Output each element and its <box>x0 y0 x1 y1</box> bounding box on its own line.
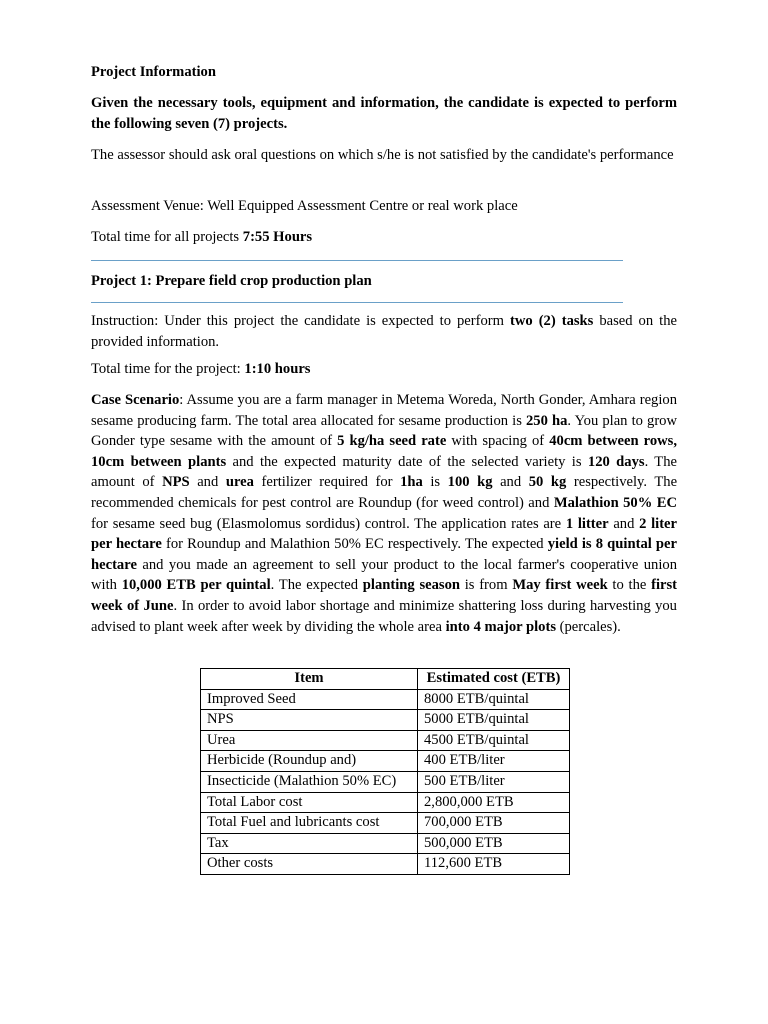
total-time-value: 7:55 Hours <box>242 229 313 245</box>
table-row <box>201 689 570 710</box>
cell-item: Herbicide (Roundup and) <box>201 751 418 772</box>
intro-paragraph: Given the necessary tools, equipment and information, the candidate is expected to perform the following seven (7) projects. <box>91 95 677 132</box>
instruction-text: Instruction: Under this project the candidate is expected to perform <box>91 313 510 329</box>
instruction-text-end: based on the provided information. <box>91 313 677 350</box>
scenario-segment: 100 kg <box>447 474 493 491</box>
table-row <box>201 792 570 813</box>
scenario-segment: 50 kg <box>528 474 567 491</box>
scenario-segment: 10,000 ETB per quintal <box>121 577 271 594</box>
cell-item: Urea <box>201 730 418 751</box>
cell-item: Insecticide (Malathion 50% EC) <box>201 771 418 792</box>
scenario-segment: NPS <box>162 474 190 491</box>
scenario-segment: first week of June <box>91 577 678 614</box>
table-row <box>201 710 570 731</box>
project-information-heading: Project Information <box>91 64 216 80</box>
table-row <box>201 771 570 792</box>
section-divider-top <box>91 260 623 261</box>
project1-time <box>91 359 310 380</box>
scenario-segment: : Assume you are a farm manager in Metema Woreda, North Gonder, Amhara region sesame producing farm. The total area allocated for sesame production is <box>91 392 677 429</box>
scenario-segment: and <box>608 515 640 532</box>
scenario-segment: is from <box>460 577 513 594</box>
scenario-segment: . The expected <box>270 577 363 594</box>
scenario-segment: is <box>422 474 448 491</box>
assessment-venue: Assessment Venue: Well Equipped Assessment Centre or real work place <box>91 198 518 214</box>
table-row <box>201 833 570 854</box>
cell-item: NPS <box>201 710 418 731</box>
scenario-segment: May first week <box>512 577 608 594</box>
scenario-segment: yield is 8 quintal per hectare <box>91 536 678 573</box>
section-divider-bottom <box>91 302 623 303</box>
scenario-segment: 40cm between rows, 10cm between plants <box>91 433 677 470</box>
case-scenario-paragraph <box>91 390 677 637</box>
scenario-segment: Malathion 50% EC <box>553 494 677 511</box>
cell-cost: 5000 ETB/quintal <box>418 710 570 731</box>
table-row <box>201 854 570 875</box>
scenario-segment: planting season <box>362 577 460 594</box>
scenario-segment: 120 days <box>587 453 645 470</box>
project1-title: Project 1: Prepare field crop production plan <box>91 273 372 289</box>
table-header-row <box>201 669 570 690</box>
scenario-segment: with spacing of <box>446 433 550 450</box>
table-row <box>201 751 570 772</box>
scenario-segment: . You plan to grow Gonder type sesame with the amount of <box>91 412 678 450</box>
cell-item: Improved Seed <box>201 689 418 710</box>
cell-item: Other costs <box>201 854 418 875</box>
scenario-segment: and <box>189 474 226 491</box>
table-row <box>201 730 570 751</box>
cell-cost: 8000 ETB/quintal <box>418 689 570 710</box>
cell-cost: 112,600 ETB <box>418 854 570 875</box>
scenario-segment: 2 liter per hectare <box>91 515 678 553</box>
cell-cost: 500 ETB/liter <box>418 771 570 792</box>
scenario-segment: for sesame seed bug (Elasmolomus sordidus) control. The application rates are <box>91 515 566 532</box>
total-time-label: Total time for all projects <box>91 229 243 245</box>
scenario-segment: . The amount of <box>91 453 677 491</box>
scenario-segment: (percales). <box>556 618 621 635</box>
scenario-segment: . In order to avoid labor shortage and minimize shattering loss during harvesting you advised to plant week after week by dividing the whole area <box>91 597 677 635</box>
cell-cost: 500,000 ETB <box>418 833 570 854</box>
cell-cost: 700,000 ETB <box>418 813 570 834</box>
estimated-cost-table <box>200 668 570 875</box>
cell-cost: 4500 ETB/quintal <box>418 730 570 751</box>
project-time-label: Total time for the project: <box>91 361 245 377</box>
scenario-segment: respectively. The recommended chemicals for pest control are Roundup (for weed control) and <box>91 474 678 511</box>
scenario-segment: 250 ha <box>525 412 568 429</box>
scenario-segment: for Roundup and Malathion 50% EC respectively. The expected <box>161 536 548 553</box>
scenario-segment: urea <box>225 474 254 491</box>
scenario-segment: Case Scenario <box>91 392 180 408</box>
total-time-all-projects <box>91 227 312 248</box>
cell-cost: 400 ETB/liter <box>418 751 570 772</box>
table-row <box>201 813 570 834</box>
scenario-segment: fertilizer required for <box>253 474 401 491</box>
scenario-segment: and <box>492 474 529 491</box>
column-header-item: Item <box>201 669 418 690</box>
scenario-segment: 1 litter <box>565 515 609 532</box>
cell-item: Total Fuel and lubricants cost <box>201 813 418 834</box>
column-header-cost: Estimated cost (ETB) <box>418 669 570 690</box>
assessor-note-paragraph: The assessor should ask oral questions on which s/he is not satisfied by the candidate's performance <box>91 147 674 163</box>
instruction-task-count: two (2) tasks <box>510 313 594 329</box>
scenario-segment: into 4 major plots <box>445 618 556 635</box>
cell-item: Total Labor cost <box>201 792 418 813</box>
scenario-segment: to the <box>607 577 652 594</box>
project1-instruction <box>91 311 677 352</box>
cell-cost: 2,800,000 ETB <box>418 792 570 813</box>
scenario-segment: and the expected maturity date of the selected variety is <box>226 453 588 470</box>
project-time-value: 1:10 hours <box>244 361 311 377</box>
scenario-segment: 5 kg/ha seed rate <box>337 433 447 450</box>
scenario-segment: 1ha <box>400 474 423 491</box>
scenario-segment: and you made an agreement to sell your product to the local farmer's cooperative union with <box>91 556 677 594</box>
cell-item: Tax <box>201 833 418 854</box>
